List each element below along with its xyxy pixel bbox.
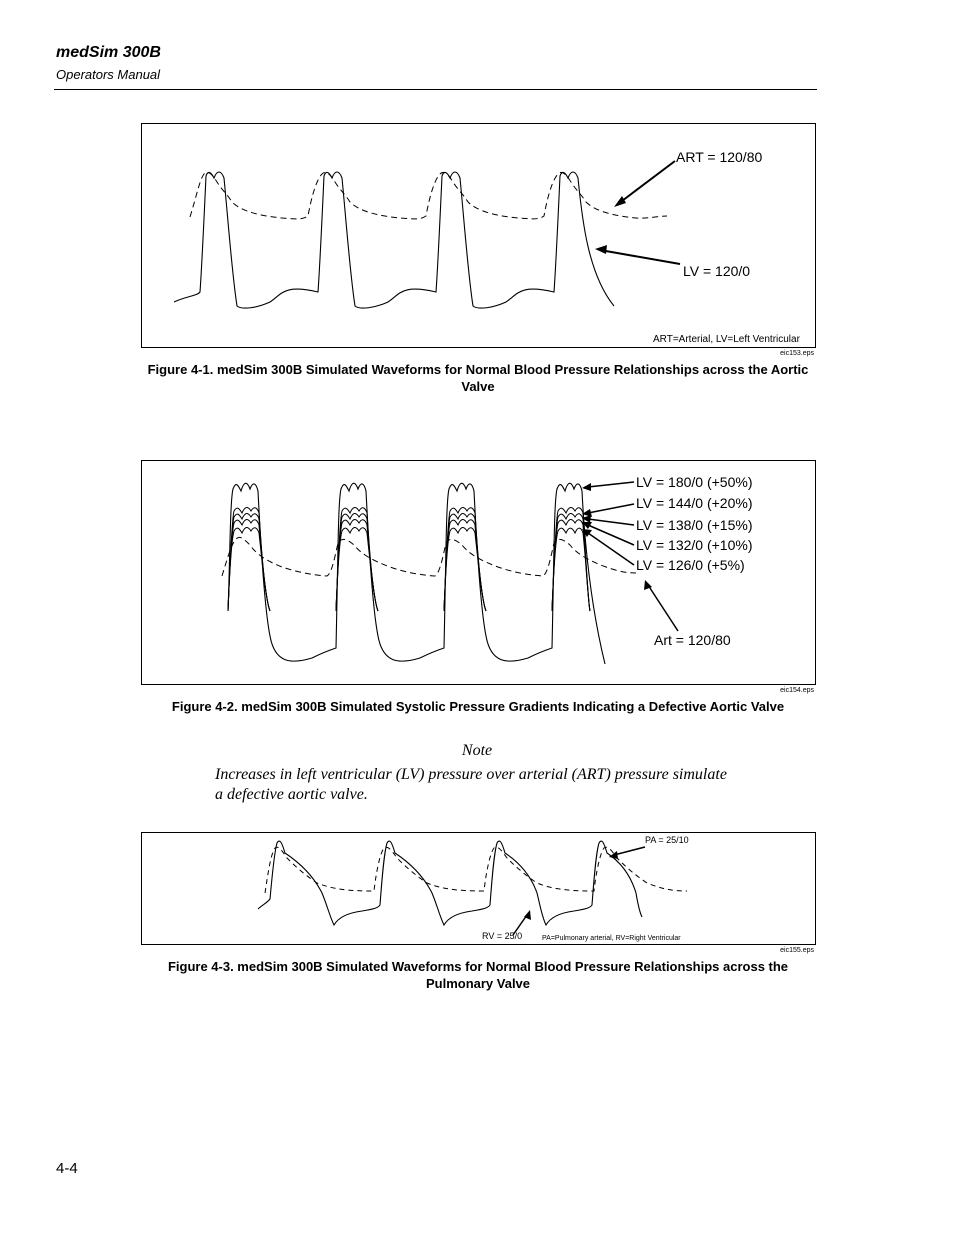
figure-2-caption: Figure 4-2. medSim 300B Simulated Systolic Pressure Gradients Indicating a Defective Aortic Valve — [171, 699, 785, 714]
figure-1-caption: Figure 4-1. medSim 300B Simulated Waveforms for Normal Blood Pressure Relationships across the Aortic Valve — [147, 362, 809, 394]
lv-pointer-arrow — [600, 250, 680, 264]
figure-1-footnote: ART=Arterial, LV=Left Ventricular — [653, 334, 800, 345]
art-arrowhead — [614, 196, 626, 207]
lv-126-pointer — [588, 533, 634, 565]
rv-waveform — [258, 841, 642, 925]
figure-3-eps: eic155.eps — [780, 947, 814, 954]
lv-138-pointer — [588, 519, 634, 525]
art-label: Art = 120/80 — [654, 632, 731, 648]
manual-subtitle: Operators Manual — [56, 67, 161, 82]
figure-3-waveform — [142, 833, 817, 946]
lv-180-label: LV = 180/0 (+50%) — [636, 474, 753, 490]
note-body: Increases in left ventricular (LV) pressure over arterial (ART) pressure simulate a defective aortic valve. — [215, 766, 727, 803]
figure-1-frame — [141, 123, 816, 348]
lv-126-label: LV = 126/0 (+5%) — [636, 557, 745, 573]
pa-pointer — [614, 847, 645, 855]
pa-waveform — [265, 847, 687, 893]
art-label: ART = 120/80 — [676, 149, 763, 165]
art-pointer — [648, 585, 678, 631]
note-title: Note — [461, 742, 493, 759]
lv-126-waveform — [228, 527, 590, 611]
lv-144-pointer — [588, 504, 634, 513]
art-pointer-arrow — [618, 161, 675, 204]
art-waveform — [222, 537, 636, 576]
lv-132-pointer — [588, 525, 634, 545]
lv-132-waveform — [228, 519, 590, 611]
lv-180-waveform — [228, 483, 605, 664]
lv-132-label: LV = 132/0 (+10%) — [636, 537, 753, 553]
page-number: 4-4 — [56, 1160, 78, 1177]
figure-3-frame — [141, 832, 816, 945]
lv-144-waveform — [228, 507, 590, 611]
manual-title: medSim 300B — [56, 44, 161, 61]
lv-180-arrowhead — [582, 483, 591, 491]
figure-2-eps: eic154.eps — [780, 687, 814, 694]
figure-2-frame — [141, 460, 816, 685]
header-rule — [54, 89, 817, 90]
figure-3-caption: Figure 4-3. medSim 300B Simulated Waveforms for Normal Blood Pressure Relationships across the Pulmonary Valve — [167, 959, 789, 991]
lv-arrowhead — [595, 245, 607, 254]
lv-138-waveform — [228, 513, 590, 611]
rv-label: RV = 25/0 — [482, 931, 523, 941]
figure-1-eps: eic153.eps — [780, 350, 814, 357]
lv-138-label: LV = 138/0 (+15%) — [636, 517, 753, 533]
figure-3-footnote: PA=Pulmonary arterial, RV=Right Ventricular — [542, 935, 681, 942]
lv-waveform — [174, 172, 614, 308]
art-waveform — [190, 172, 667, 218]
lv-144-label: LV = 144/0 (+20%) — [636, 495, 753, 511]
pa-label: PA = 25/10 — [645, 835, 689, 845]
lv-label: LV = 120/0 — [683, 263, 751, 279]
lv-180-pointer — [588, 482, 634, 487]
